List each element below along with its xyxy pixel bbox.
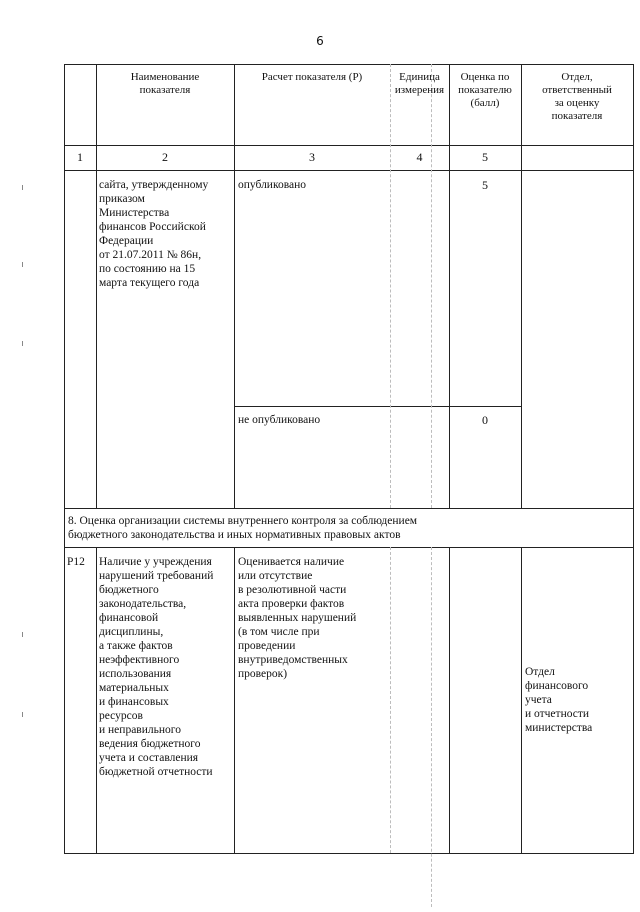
header-name: Наименование показателя — [130, 71, 200, 96]
table-rule-header-bottom — [64, 145, 634, 146]
calc-not-published: не опубликовано — [238, 414, 321, 426]
table-rule-section-bottom — [64, 547, 634, 548]
indicator-name-p12: Наличие у учреждения нарушений требований бюджетного законодательства, финансовой дисциплины, а также фактов неэффективного использования материальных и финансовых ресурсов и неправильного ведения бюджетного учета и составления бюджетной отчетности — [99, 556, 214, 778]
faint-column-line — [431, 64, 432, 508]
score-published: 5 — [482, 178, 488, 192]
margin-mark — [22, 185, 23, 190]
table-rule-col6-lower — [521, 547, 522, 853]
margin-mark — [22, 632, 23, 637]
section-8-title: 8. Оценка организации системы внутреннего контроля за соблюдением бюджетного законодательства и иных нормативных правовых актов — [68, 515, 418, 541]
column-number: 2 — [162, 150, 168, 164]
faint-column-line — [390, 547, 391, 853]
header-score: Оценка по показателю (балл) — [458, 71, 512, 109]
table-rule-col3-lower — [234, 547, 235, 853]
header-calculation: Расчет показателя (P) — [261, 71, 363, 83]
header-unit: Единица измерения — [394, 71, 445, 96]
indicator-name-continuation: сайта, утвержденному приказом Министерства финансов Российской Федерации от 21.07.2011 № 86н, по состоянию на 15 марта текущего года — [99, 179, 209, 289]
margin-mark — [22, 712, 23, 717]
score-not-published: 0 — [482, 413, 488, 427]
page-number: 6 — [316, 34, 324, 48]
table-rule-col5-upper — [449, 64, 450, 508]
header-department: Отдел, ответственный за оценку показателя — [542, 71, 612, 122]
table-rule-col3-upper — [234, 64, 235, 508]
table-rule-col2-lower — [96, 547, 97, 853]
table-rule-col6-upper — [521, 64, 522, 508]
table-rule-numbers-bottom — [64, 170, 634, 171]
indicator-code: P12 — [67, 556, 85, 568]
column-number: 4 — [416, 150, 423, 164]
table-rule-col5-lower — [449, 547, 450, 853]
table-rule-bottom — [64, 853, 634, 854]
table-rule-left — [64, 64, 65, 853]
column-number: 5 — [482, 150, 488, 164]
table-rule-section-top — [64, 508, 634, 509]
table-rule-col2-upper — [96, 64, 97, 508]
margin-mark — [22, 262, 23, 267]
table-rule-inner-split — [234, 406, 521, 407]
table-rule-right — [633, 64, 634, 853]
faint-column-line — [431, 547, 432, 907]
column-number: 1 — [77, 150, 83, 164]
responsible-department: Отдел финансового учета и отчетности министерства — [525, 666, 593, 734]
faint-column-line — [390, 64, 391, 508]
column-number: 3 — [309, 150, 315, 164]
table-rule-top — [64, 64, 634, 65]
calc-p12: Оценивается наличие или отсутствие в резолютивной части акта проверки фактов выявленных нарушений (в том числе при проведении внутриведомственных проверок) — [238, 556, 357, 680]
margin-mark — [22, 341, 23, 346]
calc-published: опубликовано — [238, 179, 307, 191]
